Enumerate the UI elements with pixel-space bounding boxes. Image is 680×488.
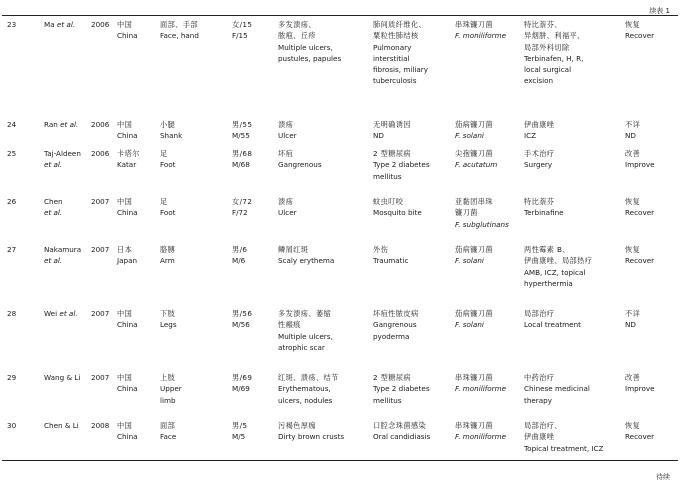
cell-line: 特比萘芬、 [524, 20, 562, 29]
cell-line: 下肢 [160, 309, 176, 318]
author-name: Chen [44, 197, 63, 206]
cell-line: ND [625, 320, 636, 330]
cell-author [44, 19, 75, 30]
cell-line: Chinese medicinal [524, 384, 590, 394]
cell-line: 恢复 [625, 245, 641, 254]
cell-line: Recover [625, 31, 655, 41]
cell-species [455, 372, 506, 395]
cell-line: 30 [7, 421, 17, 430]
cell-line: 中国 [117, 373, 133, 382]
cell-country [117, 148, 140, 171]
cell-line: Face [160, 432, 177, 442]
cell-line: 鳞屑红斑 [278, 245, 309, 254]
cell-line: 恢复 [625, 20, 641, 29]
cell-line: M/55 [232, 131, 250, 141]
cell-line: 2006 [91, 120, 110, 129]
cell-no [7, 372, 16, 383]
cell-line: Ulcer [278, 208, 297, 218]
cell-outcome [625, 308, 640, 331]
cell-line: 伊曲康唑 [524, 120, 555, 129]
cell-line: 口腔念珠菌感染 [373, 421, 427, 430]
cell-line: 25 [7, 149, 17, 158]
author-et-al: et al. [44, 208, 63, 218]
cell-line: F/72 [232, 208, 248, 218]
cell-treatment [524, 244, 592, 289]
cell-line: Gangrenous [278, 160, 322, 170]
cell-site [160, 420, 176, 443]
cell-underlying [373, 420, 430, 443]
cell-species [455, 19, 506, 42]
cell-country [117, 420, 138, 443]
cell-line: 尖孢镰刀菌 [455, 149, 493, 158]
cell-line: 男/55 [232, 120, 253, 129]
cell-no [7, 148, 16, 159]
cell-year [91, 308, 109, 319]
cell-line: Foot [160, 208, 176, 218]
cell-treatment [524, 372, 590, 406]
cell-line: 2008 [91, 421, 110, 430]
cell-line: 外伤 [373, 245, 389, 254]
cell-line: tuberculosis [373, 76, 417, 86]
cell-line: 28 [7, 309, 17, 318]
cell-line: 伊曲康唑、局部热疗 [524, 256, 593, 266]
cell-country [117, 244, 137, 267]
cell-line: 23 [7, 20, 17, 29]
cell-sex-age [232, 19, 252, 42]
cell-manifestation [278, 420, 344, 443]
cell-line: 多发溃疡、萎缩 [278, 309, 332, 318]
cell-outcome [625, 19, 654, 42]
cell-no [7, 19, 16, 30]
author-name: Nakamura [44, 245, 82, 254]
cell-line: fibrosis, miliary [373, 65, 428, 75]
cell-line: 不详 [625, 309, 641, 318]
cell-line: 日本 [117, 245, 133, 254]
cell-line: 男/6 [232, 245, 248, 254]
cell-author [44, 420, 79, 431]
cell-species [455, 308, 493, 331]
cell-line: 男/68 [232, 149, 253, 158]
cell-line: 小腿 [160, 120, 176, 129]
cell-line: M/69 [232, 384, 250, 394]
cell-line: 面部 [160, 421, 176, 430]
cell-underlying [373, 308, 419, 342]
cell-line: 男/69 [232, 373, 253, 382]
cell-line: Ulcer [278, 131, 297, 141]
cell-treatment [524, 308, 581, 331]
cell-line: Multiple ulcers, [278, 331, 333, 341]
cell-author [44, 372, 80, 383]
cell-year [91, 19, 109, 30]
cell-line: 不详 [625, 120, 641, 129]
cell-line: China [117, 131, 138, 141]
cell-line: Traumatic [373, 256, 409, 266]
cell-line: 2007 [91, 309, 110, 318]
cell-line: 局部外科切除 [524, 42, 570, 52]
cell-author [44, 196, 63, 219]
cell-line: 多发溃疡、 [278, 20, 316, 29]
cell-line: 串珠镰刀菌 [455, 373, 493, 382]
cell-year [91, 372, 109, 383]
author-line [44, 244, 81, 255]
cell-treatment [524, 420, 603, 454]
author-line [44, 119, 78, 130]
cell-sex-age [232, 119, 252, 142]
author-line [44, 207, 63, 218]
cell-line: 茄病镰刀菌 [455, 309, 493, 318]
cell-line: mellitus [373, 171, 402, 181]
cell-country [117, 196, 138, 219]
cell-line: 胳膊 [160, 245, 176, 254]
cell-line: Japan [117, 256, 138, 266]
cell-underlying [373, 119, 411, 142]
cell-line: 24 [7, 120, 17, 129]
cell-line: F. solani [455, 131, 484, 141]
cell-line: mellitus [373, 395, 402, 405]
cell-manifestation [278, 119, 297, 142]
cell-line: F. acutatum [455, 160, 498, 170]
cell-author [44, 148, 81, 171]
cell-line: Pulmonary [373, 42, 412, 52]
cell-line: 粟粒性肺结核 [373, 31, 419, 41]
cell-line: Surgery [524, 160, 553, 170]
author-et-al: et al. [56, 20, 76, 29]
cell-line: 串珠镰刀菌 [455, 421, 493, 430]
cell-line: 2 型糖尿病 [373, 149, 412, 158]
cell-manifestation [278, 308, 333, 353]
cell-underlying [373, 19, 428, 87]
cell-line: local surgical [524, 65, 572, 75]
to-be-continued-label: 待续 [656, 473, 670, 481]
cell-site [160, 308, 177, 331]
author-line [44, 255, 81, 266]
author-name: Wei [44, 309, 60, 318]
cell-line: Gangrenous [373, 320, 417, 330]
cell-line: 2007 [91, 197, 110, 206]
cell-line: 2007 [91, 245, 110, 254]
author-line [44, 196, 63, 207]
cell-site [160, 119, 182, 142]
cell-line: 改善 [625, 373, 641, 382]
cell-line: F. moniliforme [455, 384, 507, 394]
cell-line: atrophic scar [278, 342, 325, 352]
cell-no [7, 119, 16, 130]
author-name: Ma [44, 20, 57, 29]
cell-line: 男/5 [232, 421, 248, 430]
cell-line: Upper [160, 384, 182, 394]
author-et-al: et al. [60, 120, 79, 129]
cell-line: 异烟肼、利福平、 [524, 31, 585, 41]
cell-line: 局部治疗、 [524, 421, 562, 430]
author-et-al: et al. [44, 256, 63, 266]
cell-line: 红斑、溃疡、结节 [278, 373, 339, 382]
cell-line: 性瘢痕 [278, 320, 301, 330]
cell-line: hyperthermia [524, 278, 573, 288]
cell-line: Face, hand [160, 31, 199, 41]
cell-line: Improve [625, 160, 655, 170]
cell-line: pustules, papules [278, 53, 342, 63]
cell-line: Legs [160, 320, 177, 330]
cell-underlying [373, 148, 430, 182]
cell-line: 女/15 [232, 20, 253, 29]
cell-author [44, 119, 78, 130]
cell-line: Terbinafine [524, 208, 564, 218]
cell-line: Type 2 diabetes [373, 384, 430, 394]
cell-underlying [373, 244, 408, 267]
cell-line: 2006 [91, 149, 110, 158]
cell-line: Erythematous, [278, 384, 331, 394]
cell-line: 上肢 [160, 373, 176, 382]
cell-line: limb [160, 395, 176, 405]
cell-outcome [625, 372, 655, 395]
author-et-al: et al. [44, 160, 63, 170]
cell-manifestation [278, 372, 339, 406]
author-name: Ran [44, 120, 61, 129]
cell-line: 足 [160, 197, 168, 206]
cell-year [91, 196, 109, 207]
cell-year [91, 244, 109, 255]
cell-line: 亚黏团串珠 [455, 197, 493, 206]
cell-line: 脓疱、丘疹 [278, 31, 316, 41]
cell-manifestation [278, 244, 334, 267]
cell-outcome [625, 148, 655, 171]
cell-line: 串珠镰刀菌 [455, 20, 493, 29]
cell-underlying [373, 196, 422, 219]
cell-line: Local treatment [524, 320, 581, 330]
cell-line: Katar [117, 160, 137, 170]
cell-line: F. solani [455, 320, 484, 330]
cell-outcome [625, 420, 654, 443]
cell-line: 改善 [625, 149, 641, 158]
cell-treatment [524, 19, 585, 87]
cell-species [455, 420, 506, 443]
cell-manifestation [278, 19, 341, 64]
cell-line: 溃疡 [278, 120, 294, 129]
cell-species [455, 244, 493, 267]
cell-country [117, 119, 138, 142]
author-line [44, 148, 81, 159]
cell-line: 26 [7, 197, 17, 206]
cell-underlying [373, 372, 430, 406]
cell-no [7, 308, 16, 319]
cell-year [91, 420, 109, 431]
cell-no [7, 420, 16, 431]
cell-country [117, 19, 138, 42]
cell-line: China [117, 31, 138, 41]
cell-line: 足 [160, 149, 168, 158]
cell-line: M/56 [232, 320, 250, 330]
cell-line: ND [373, 131, 384, 141]
cell-author [44, 244, 81, 267]
cell-species [455, 148, 497, 171]
author-name: Chen & Li [44, 421, 79, 430]
cell-outcome [625, 119, 640, 142]
cell-line: Multiple ulcers, [278, 42, 333, 52]
cell-line: 恢复 [625, 421, 641, 430]
cell-line: M/68 [232, 160, 250, 170]
cell-line: 蚊虫叮咬 [373, 197, 404, 206]
cell-line: F. moniliforme [455, 31, 507, 41]
cell-line: 面部、手部 [160, 20, 198, 29]
top-rule [2, 15, 678, 16]
cell-species [455, 119, 493, 142]
cell-line: Topical treatment, ICZ [524, 443, 604, 453]
cell-line: China [117, 432, 138, 442]
cell-line: Dirty brown crusts [278, 432, 345, 442]
cell-line: 无明确诱因 [373, 120, 411, 129]
cell-line: 2 型糖尿病 [373, 373, 412, 382]
cell-line: 中国 [117, 20, 133, 29]
cell-line: M/6 [232, 256, 246, 266]
cell-site [160, 196, 176, 219]
author-et-al: et al. [59, 309, 78, 318]
cell-line: Shank [160, 131, 183, 141]
cell-line: 恢复 [625, 197, 641, 206]
cell-line: excision [524, 76, 554, 86]
cell-manifestation [278, 148, 322, 171]
cell-species [455, 196, 509, 230]
cell-line: 局部治疗 [524, 309, 555, 318]
cell-line: Scaly erythema [278, 256, 335, 266]
cell-line: Recover [625, 208, 655, 218]
cell-line: Mosquito bite [373, 208, 422, 218]
cell-country [117, 308, 138, 331]
cell-outcome [625, 244, 654, 267]
author-name: Taj-Aldeen [44, 149, 81, 158]
cell-line: pyoderma [373, 331, 410, 341]
cell-line: Foot [160, 160, 176, 170]
cell-site [160, 244, 175, 267]
cell-line: 中国 [117, 197, 133, 206]
cell-line: 坏疽性脓皮病 [373, 309, 419, 318]
cell-line: 中国 [117, 309, 133, 318]
cell-line: Recover [625, 432, 655, 442]
cell-line: 肺间质纤维化、 [373, 20, 427, 29]
cell-line: 溃疡 [278, 197, 294, 206]
cell-sex-age [232, 148, 252, 171]
cell-line: 中药治疗 [524, 373, 555, 382]
cell-line: F. solani [455, 256, 484, 266]
cell-line: interstitial [373, 53, 410, 63]
cell-line: ulcers, nodules [278, 395, 333, 405]
cell-line: AMB, ICZ, topical [524, 267, 586, 277]
cell-treatment [524, 196, 564, 219]
cell-line: Terbinafen, H, R, [524, 53, 584, 63]
cell-line: 中国 [117, 120, 133, 129]
cell-line: 女/72 [232, 197, 253, 206]
cell-line: 中国 [117, 421, 133, 430]
cell-no [7, 244, 16, 255]
cell-line: China [117, 384, 138, 394]
cell-sex-age [232, 372, 252, 395]
cell-country [117, 372, 138, 395]
cell-treatment [524, 119, 554, 142]
cell-site [160, 372, 182, 406]
cell-line: 特比萘芬 [524, 197, 555, 206]
cell-line: 手术治疗 [524, 149, 555, 158]
bottom-rule [2, 460, 678, 461]
cell-line: ND [625, 131, 636, 141]
cell-line: F. subglutinans [455, 219, 509, 229]
author-line [44, 372, 80, 383]
cell-line: 卡塔尔 [117, 149, 140, 158]
cell-line: 伊曲康唑 [524, 432, 555, 442]
cell-line: 坏疽 [278, 149, 294, 158]
cell-line: Oral candidiasis [373, 432, 431, 442]
cell-line: 男/56 [232, 309, 253, 318]
cell-line: China [117, 320, 138, 330]
cell-line: 2007 [91, 373, 110, 382]
cell-sex-age [232, 420, 247, 443]
cell-sex-age [232, 196, 252, 219]
cell-line: Improve [625, 384, 655, 394]
cell-site [160, 148, 176, 171]
cell-line: 两性霉素 B、 [524, 245, 570, 254]
cell-manifestation [278, 196, 297, 219]
cell-sex-age [232, 244, 247, 267]
cell-line: M/5 [232, 432, 246, 442]
cell-line: China [117, 208, 138, 218]
cell-line: F/15 [232, 31, 248, 41]
cell-line: Arm [160, 256, 175, 266]
cell-line: ICZ [524, 131, 537, 141]
continued-label: 续表 1 [649, 7, 670, 15]
cell-line: therapy [524, 395, 552, 405]
cell-site [160, 19, 199, 42]
author-line [44, 19, 75, 30]
author-line [44, 159, 81, 170]
cell-outcome [625, 196, 654, 219]
cell-line: Recover [625, 256, 655, 266]
cell-line: 29 [7, 373, 17, 382]
author-line [44, 420, 79, 431]
cell-year [91, 119, 109, 130]
author-name: Wang & Li [44, 373, 81, 382]
cell-line: 27 [7, 245, 17, 254]
cell-line: 污褐色厚痂 [278, 421, 316, 430]
author-line [44, 308, 78, 319]
cell-author [44, 308, 78, 319]
cell-line: F. moniliforme [455, 432, 507, 442]
cell-treatment [524, 148, 554, 171]
cell-line: 2006 [91, 20, 110, 29]
cell-line: 茄病镰刀菌 [455, 245, 493, 254]
cell-line: 镰刀菌 [455, 208, 478, 218]
cell-year [91, 148, 109, 159]
cell-no [7, 196, 16, 207]
cell-line: 茄病镰刀菌 [455, 120, 493, 129]
cell-sex-age [232, 308, 252, 331]
cell-line: Type 2 diabetes [373, 160, 430, 170]
